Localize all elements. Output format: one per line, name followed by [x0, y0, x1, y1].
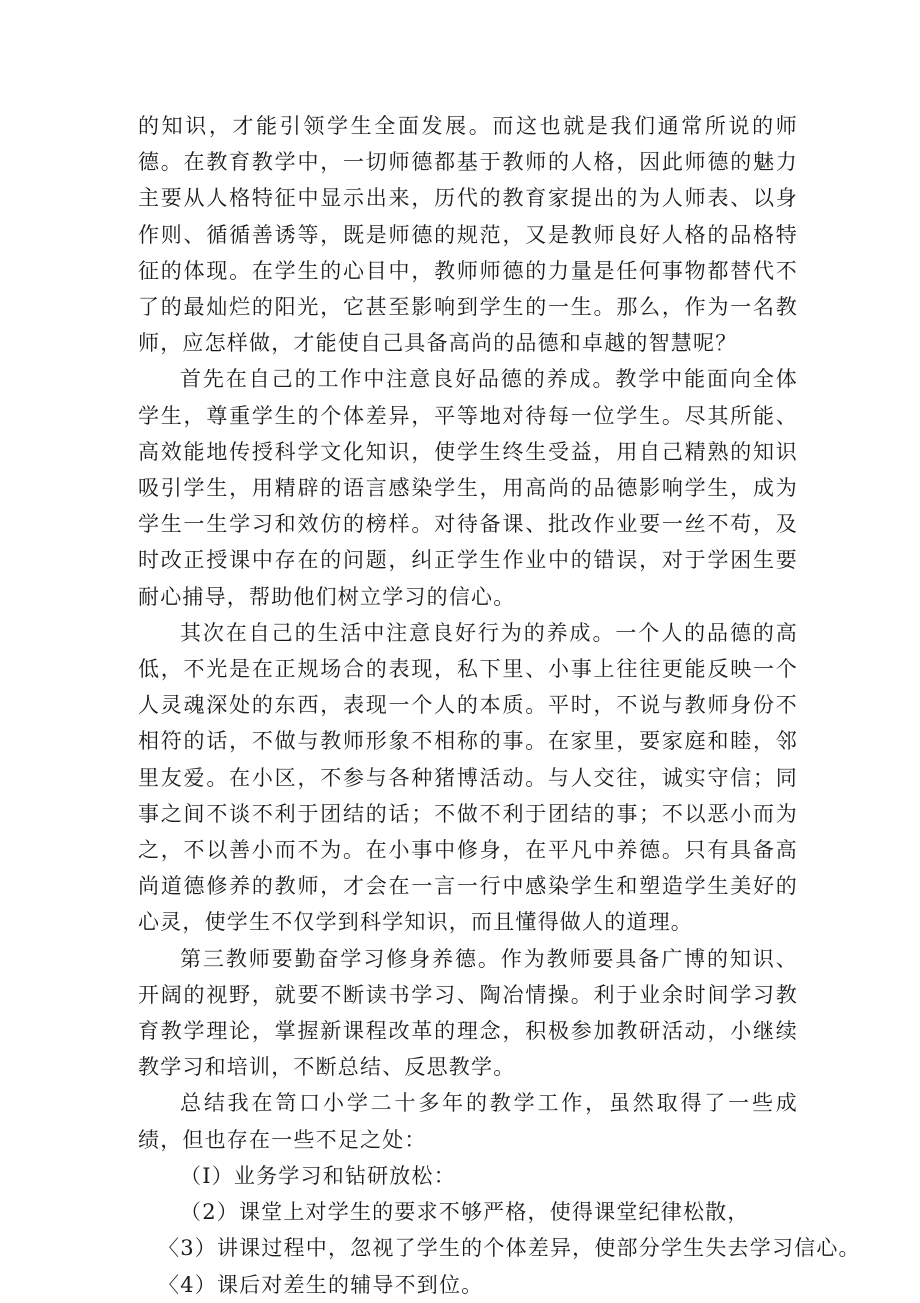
list-item: （2）课堂上对学生的要求不够严格，使得课堂纪律松散， — [180, 1200, 750, 1225]
paragraph-life-behavior: 其次在自己的生活中注意良好行为的养成。一个人的品德的高低，不光是在正规场合的表现，私下里、小事上往往更能反映一个人灵魂深处的东西，表现一个人的本质。平时，不说与教师身份不相符的话，不做与教师形象不相称的事。在家里，要家庭和睦，邻里友爱。在小区，不参与各种猪博活动。与人交往，诚实守信；同事之间不谈不利于团结的话；不做不利于团结的事；不以恶小而为之，不以善小而不为。在小事中修身，在平凡中养德。只有具备高尚道德修养的教师，才会在一言一行中感染学生和塑造学生美好的心灵，使学生不仅学到科学知识，而且懂得做人的道理。 — [138, 620, 798, 935]
list-item: 〈4）课后对差生的辅导不到位。 — [158, 1272, 484, 1297]
list-item: （I）业务学习和钻研放松： — [180, 1163, 456, 1188]
list-item: 〈3）讲课过程中，忽视了学生的个体差异，使部分学生失去学习信心。 — [158, 1236, 861, 1261]
paragraph-study: 第三教师要勤奋学习修身养德。作为教师要具备广博的知识、开阔的视野，就要不断读书学习、陶冶情操。利于业余时间学习教育教学理论，掌握新课程改革的理念，积极参加教研活动，小继续教学习和培训，不断总结、反思教学。 — [138, 946, 798, 1080]
document-body — [138, 108, 861, 1303]
paragraph-summary: 总结我在笥口小学二十多年的教学工作，虽然取得了一些成绩，但也存在一些不足之处： — [138, 1091, 798, 1152]
paragraph-continuation: 的知识，才能引领学生全面发展。而这也就是我们通常所说的师德。在教育教学中，一切师德都基于教师的人格，因此师德的魅力主要从人格特征中显示出来，历代的教育家提出的为人师表、以身作则、循循善诱等，既是师德的规范，又是教师良好人格的品格特征的体现。在学生的心目中，教师师德的力量是任何事物都替代不了的最灿烂的阳光，它甚至影响到学生的一生。那么，作为一名教师，应怎样做，才能使自己具备高尚的品德和卓越的智慧呢？ — [138, 114, 798, 356]
paragraph-work-ethics: 首先在自己的工作中注意良好品德的养成。教学中能面向全体学生，尊重学生的个体差异，平等地对待每一位学生。尽其所能、高效能地传授科学文化知识，使学生终生受益，用自己精熟的知识吸引学生，用精辟的语言感染学生，用高尚的品德影响学生，成为学生一生学习和效仿的榜样。对待备课、批改作业要一丝不苟，及时改正授课中存在的问题，纠正学生作业中的错误，对于学困生要耐心捕导，帮助他们树立学习的信心。 — [138, 367, 798, 609]
